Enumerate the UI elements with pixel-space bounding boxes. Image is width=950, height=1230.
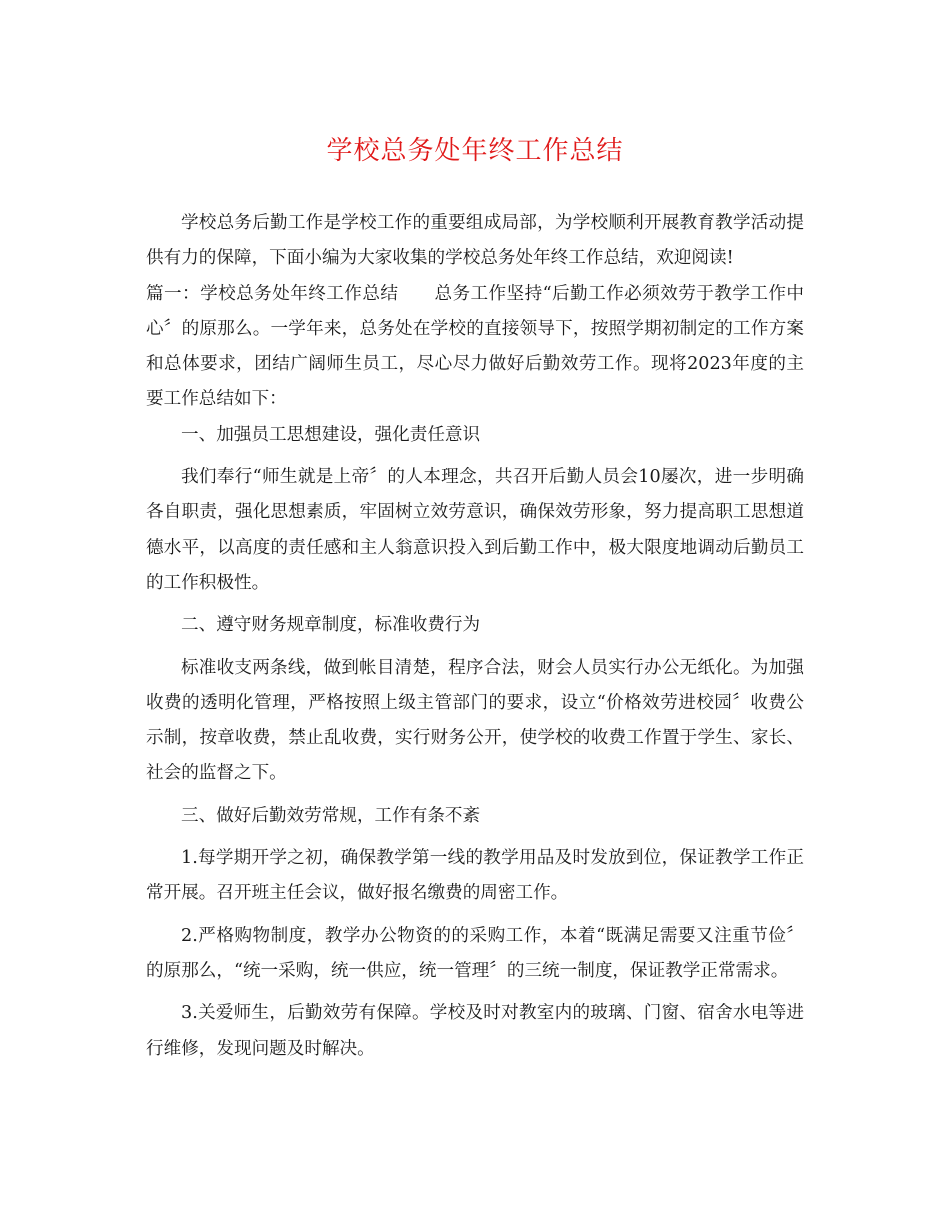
- heading-one: 一、加强员工思想建设，强化责任意识: [181, 424, 481, 445]
- list-item-3: 3.关爱师生，后勤效劳有保障。学校及时对教室内的玻璃、门窗、宿舍水电等进行维修，发现问题及时解决。: [146, 1003, 804, 1059]
- section-one-paragraph: 篇一：学校总务处年终工作总结 总务工作坚持“后勤工作必须效劳于教学工作中心〞的原那么。一学年来，总务处在学校的直接领导下，按照学期初制定的工作方案和总体要求，团结广阔师生员工，尽心尽力做好后勤效劳工作。现将2023年度的主要工作总结如下：: [146, 283, 804, 410]
- list-item-1: 1.每学期开学之初，确保教学第一线的教学用品及时发放到位，保证教学工作正常开展。召开班主任会议，做好报名缴费的周密工作。: [146, 848, 804, 904]
- intro-paragraph: 学校总务后勤工作是学校工作的重要组成局部，为学校顺利开展教育教学活动提供有力的保障，下面小编为大家收集的学校总务处年终工作总结，欢迎阅读!: [146, 213, 804, 269]
- document-body: [146, 206, 804, 1067]
- heading-three: 三、做好后勤效劳常规，工作有条不紊: [181, 805, 481, 826]
- document-title: 学校总务处年终工作总结: [326, 136, 624, 166]
- paragraph-finance: 标准收支两条线，做到帐目清楚，程序合法，财会人员实行办公无纸化。为加强收费的透明化管理，严格按照上级主管部门的要求，设立“价格效劳进校园〞收费公示制，按章收费，禁止乱收费，实行财务公开，使学校的收费工作置于学生、家长、社会的监督之下。: [146, 657, 804, 784]
- paragraph-staff-thinking: 我们奉行“师生就是上帝〞的人本理念，共召开后勤人员会10屡次，进一步明确各自职责，强化思想素质，牢固树立效劳意识，确保效劳形象，努力提高职工思想道德水平，以高度的责任感和主人翁意识投入到后勤工作中，极大限度地调动后勤员工的工作积极性。: [146, 467, 804, 593]
- heading-two: 二、遵守财务规章制度，标准收费行为: [181, 615, 481, 636]
- list-item-2: 2.严格购物制度，教学办公物资的的采购工作，本着“既满足需要又注重节俭〞的原那么，“统一采购，统一供应，统一管理〞的三统一制度，保证教学正常需求。: [146, 925, 804, 981]
